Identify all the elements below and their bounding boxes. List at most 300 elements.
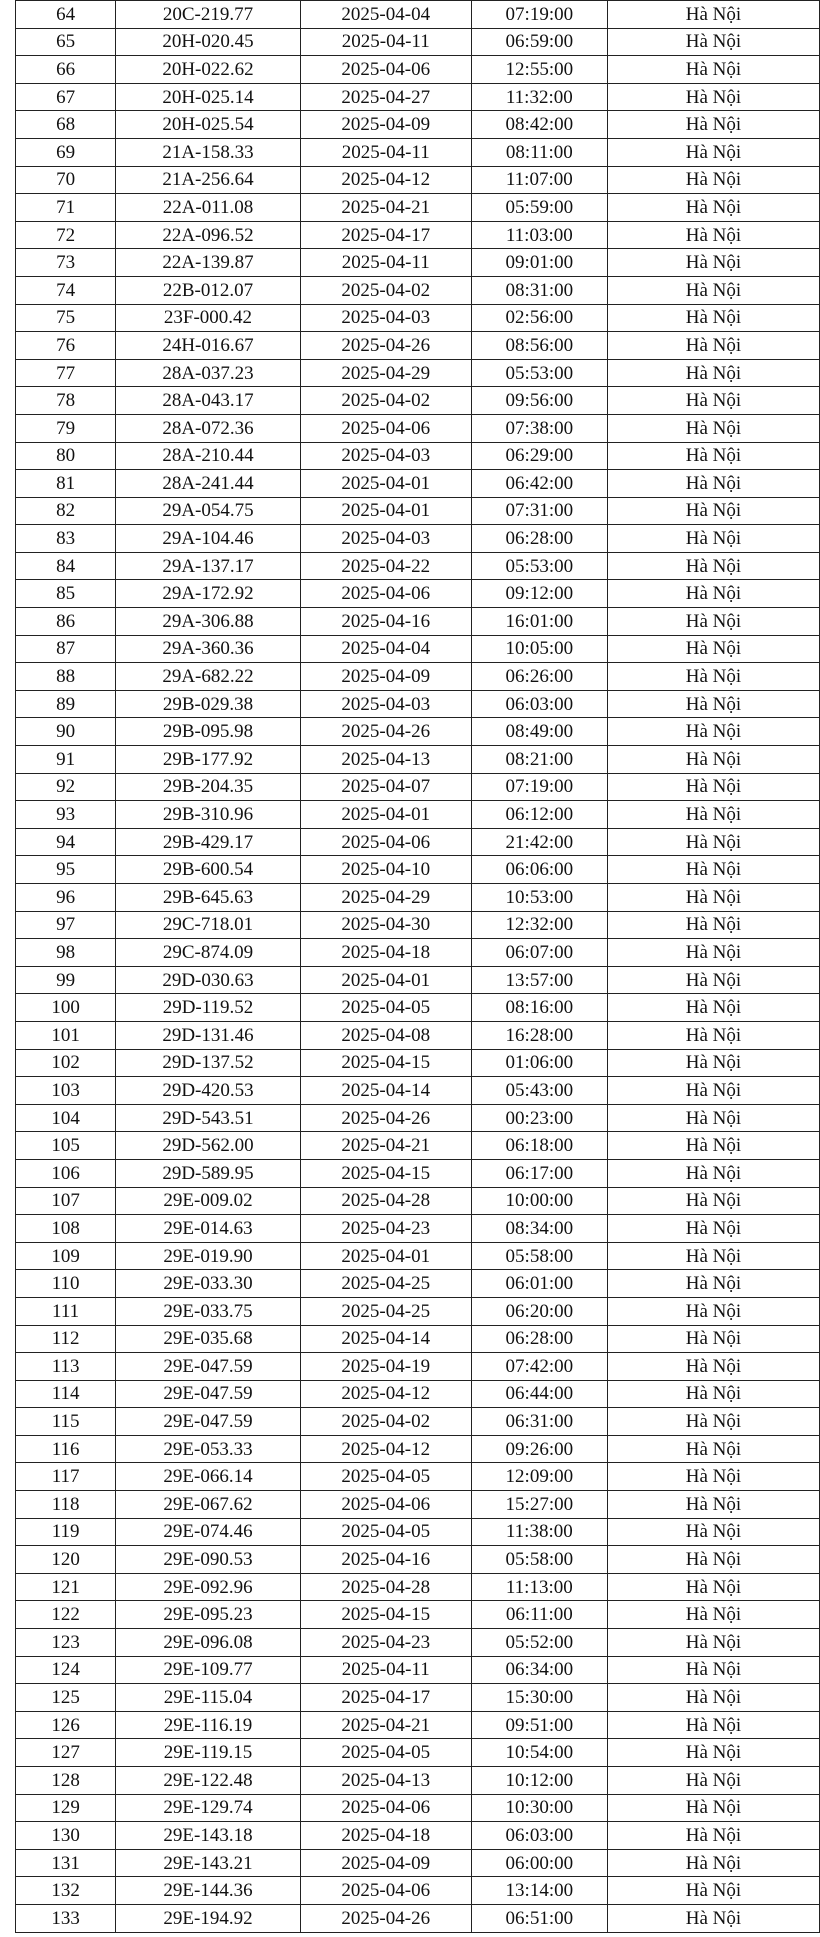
table-row	[16, 1049, 820, 1077]
location-cell: Hà Nội	[607, 1, 819, 29]
location-cell: Hà Nội	[607, 966, 819, 994]
location-cell: Hà Nội	[607, 1353, 819, 1381]
table-row	[16, 1159, 820, 1187]
violation-time-cell: 21:42:00	[471, 828, 607, 856]
row-number-cell: 112	[16, 1325, 116, 1353]
license-plate-cell: 23F-000.42	[116, 304, 301, 332]
violation-time-cell: 10:54:00	[471, 1739, 607, 1767]
violation-date-cell: 2025-04-25	[300, 1270, 471, 1298]
violation-date-cell: 2025-04-26	[300, 332, 471, 360]
license-plate-cell: 29E-047.59	[116, 1353, 301, 1381]
location-cell: Hà Nội	[607, 1380, 819, 1408]
license-plate-cell: 29E-033.30	[116, 1270, 301, 1298]
license-plate-cell: 29E-047.59	[116, 1380, 301, 1408]
license-plate-cell: 21A-158.33	[116, 138, 301, 166]
row-number-cell: 79	[16, 414, 116, 442]
violation-date-cell: 2025-04-11	[300, 249, 471, 277]
location-cell: Hà Nội	[607, 111, 819, 139]
license-plate-cell: 29E-143.18	[116, 1822, 301, 1850]
violation-date-cell: 2025-04-05	[300, 994, 471, 1022]
location-cell: Hà Nội	[607, 1435, 819, 1463]
location-cell: Hà Nội	[607, 1270, 819, 1298]
row-number-cell: 89	[16, 690, 116, 718]
violation-date-cell: 2025-04-03	[300, 525, 471, 553]
location-cell: Hà Nội	[607, 470, 819, 498]
license-plate-cell: 29A-104.46	[116, 525, 301, 553]
violation-date-cell: 2025-04-16	[300, 1546, 471, 1574]
table-row	[16, 56, 820, 84]
violation-time-cell: 06:28:00	[471, 525, 607, 553]
table-row	[16, 580, 820, 608]
violation-time-cell: 06:29:00	[471, 442, 607, 470]
violation-time-cell: 07:19:00	[471, 1, 607, 29]
location-cell: Hà Nội	[607, 1187, 819, 1215]
location-cell: Hà Nội	[607, 1408, 819, 1436]
license-plate-cell: 29E-074.46	[116, 1518, 301, 1546]
row-number-cell: 117	[16, 1463, 116, 1491]
violation-date-cell: 2025-04-09	[300, 111, 471, 139]
violation-time-cell: 00:23:00	[471, 1104, 607, 1132]
violation-date-cell: 2025-04-06	[300, 828, 471, 856]
violation-time-cell: 06:17:00	[471, 1159, 607, 1187]
location-cell: Hà Nội	[607, 1049, 819, 1077]
violation-time-cell: 07:38:00	[471, 414, 607, 442]
violation-date-cell: 2025-04-23	[300, 1629, 471, 1657]
license-plate-cell: 29D-562.00	[116, 1132, 301, 1160]
location-cell: Hà Nội	[607, 1904, 819, 1932]
violation-date-cell: 2025-04-12	[300, 1380, 471, 1408]
location-cell: Hà Nội	[607, 1767, 819, 1795]
table-row	[16, 359, 820, 387]
table-row	[16, 276, 820, 304]
violation-time-cell: 06:03:00	[471, 690, 607, 718]
table-row	[16, 1849, 820, 1877]
location-cell: Hà Nội	[607, 911, 819, 939]
license-plate-cell: 29C-874.09	[116, 939, 301, 967]
location-cell: Hà Nội	[607, 828, 819, 856]
location-cell: Hà Nội	[607, 939, 819, 967]
location-cell: Hà Nội	[607, 552, 819, 580]
license-plate-cell: 29E-095.23	[116, 1601, 301, 1629]
license-plate-cell: 29E-066.14	[116, 1463, 301, 1491]
row-number-cell: 76	[16, 332, 116, 360]
violation-time-cell: 11:32:00	[471, 83, 607, 111]
row-number-cell: 92	[16, 773, 116, 801]
violation-date-cell: 2025-04-02	[300, 387, 471, 415]
violation-date-cell: 2025-04-26	[300, 1104, 471, 1132]
table-row	[16, 1297, 820, 1325]
violation-time-cell: 06:01:00	[471, 1270, 607, 1298]
license-plate-cell: 29B-095.98	[116, 718, 301, 746]
violation-time-cell: 06:59:00	[471, 28, 607, 56]
location-cell: Hà Nội	[607, 1739, 819, 1767]
row-number-cell: 75	[16, 304, 116, 332]
table-row	[16, 1491, 820, 1519]
license-plate-cell: 29E-122.48	[116, 1767, 301, 1795]
row-number-cell: 94	[16, 828, 116, 856]
location-cell: Hà Nội	[607, 1573, 819, 1601]
row-number-cell: 131	[16, 1849, 116, 1877]
license-plate-cell: 29E-090.53	[116, 1546, 301, 1574]
location-cell: Hà Nội	[607, 773, 819, 801]
violation-date-cell: 2025-04-03	[300, 304, 471, 332]
violation-date-cell: 2025-04-09	[300, 1849, 471, 1877]
violation-time-cell: 07:19:00	[471, 773, 607, 801]
table-row	[16, 690, 820, 718]
violation-time-cell: 09:51:00	[471, 1711, 607, 1739]
violation-date-cell: 2025-04-13	[300, 1767, 471, 1795]
violation-time-cell: 08:56:00	[471, 332, 607, 360]
violation-time-cell: 06:44:00	[471, 1380, 607, 1408]
table-row	[16, 911, 820, 939]
row-number-cell: 91	[16, 746, 116, 774]
violation-time-cell: 08:42:00	[471, 111, 607, 139]
violation-date-cell: 2025-04-18	[300, 939, 471, 967]
row-number-cell: 97	[16, 911, 116, 939]
row-number-cell: 107	[16, 1187, 116, 1215]
license-plate-cell: 29D-137.52	[116, 1049, 301, 1077]
table-row	[16, 635, 820, 663]
license-plate-cell: 29E-116.19	[116, 1711, 301, 1739]
row-number-cell: 73	[16, 249, 116, 277]
violation-time-cell: 10:30:00	[471, 1794, 607, 1822]
license-plate-cell: 22B-012.07	[116, 276, 301, 304]
violation-date-cell: 2025-04-03	[300, 442, 471, 470]
location-cell: Hà Nội	[607, 1849, 819, 1877]
license-plate-cell: 20H-022.62	[116, 56, 301, 84]
row-number-cell: 77	[16, 359, 116, 387]
row-number-cell: 133	[16, 1904, 116, 1932]
location-cell: Hà Nội	[607, 1325, 819, 1353]
violation-time-cell: 06:00:00	[471, 1849, 607, 1877]
location-cell: Hà Nội	[607, 194, 819, 222]
location-cell: Hà Nội	[607, 166, 819, 194]
table-row	[16, 387, 820, 415]
location-cell: Hà Nội	[607, 221, 819, 249]
table-row	[16, 1242, 820, 1270]
table-row	[16, 1077, 820, 1105]
table-row	[16, 1187, 820, 1215]
license-plate-cell: 22A-139.87	[116, 249, 301, 277]
violation-date-cell: 2025-04-28	[300, 1573, 471, 1601]
license-plate-cell: 29A-172.92	[116, 580, 301, 608]
table-row	[16, 470, 820, 498]
violation-time-cell: 09:56:00	[471, 387, 607, 415]
table-row	[16, 1546, 820, 1574]
violation-date-cell: 2025-04-04	[300, 1, 471, 29]
table-row	[16, 1656, 820, 1684]
location-cell: Hà Nội	[607, 608, 819, 636]
row-number-cell: 84	[16, 552, 116, 580]
row-number-cell: 87	[16, 635, 116, 663]
location-cell: Hà Nội	[607, 525, 819, 553]
license-plate-cell: 29E-096.08	[116, 1629, 301, 1657]
violation-date-cell: 2025-04-29	[300, 884, 471, 912]
violation-date-cell: 2025-04-01	[300, 497, 471, 525]
license-plate-cell: 29B-429.17	[116, 828, 301, 856]
row-number-cell: 125	[16, 1684, 116, 1712]
row-number-cell: 124	[16, 1656, 116, 1684]
row-number-cell: 123	[16, 1629, 116, 1657]
violation-time-cell: 07:42:00	[471, 1353, 607, 1381]
license-plate-cell: 29D-589.95	[116, 1159, 301, 1187]
location-cell: Hà Nội	[607, 56, 819, 84]
violation-date-cell: 2025-04-06	[300, 1794, 471, 1822]
violation-date-cell: 2025-04-26	[300, 1904, 471, 1932]
violation-date-cell: 2025-04-29	[300, 359, 471, 387]
violation-date-cell: 2025-04-02	[300, 276, 471, 304]
table-row	[16, 1573, 820, 1601]
violation-time-cell: 05:59:00	[471, 194, 607, 222]
location-cell: Hà Nội	[607, 1822, 819, 1850]
violation-time-cell: 06:07:00	[471, 939, 607, 967]
row-number-cell: 101	[16, 1021, 116, 1049]
row-number-cell: 95	[16, 856, 116, 884]
violation-date-cell: 2025-04-13	[300, 746, 471, 774]
location-cell: Hà Nội	[607, 332, 819, 360]
table-row	[16, 1601, 820, 1629]
location-cell: Hà Nội	[607, 635, 819, 663]
violation-time-cell: 11:13:00	[471, 1573, 607, 1601]
location-cell: Hà Nội	[607, 1491, 819, 1519]
location-cell: Hà Nội	[607, 718, 819, 746]
license-plate-cell: 24H-016.67	[116, 332, 301, 360]
location-cell: Hà Nội	[607, 1601, 819, 1629]
violation-date-cell: 2025-04-14	[300, 1077, 471, 1105]
table-row	[16, 83, 820, 111]
violation-date-cell: 2025-04-02	[300, 1408, 471, 1436]
violation-date-cell: 2025-04-05	[300, 1518, 471, 1546]
violation-time-cell: 09:01:00	[471, 249, 607, 277]
location-cell: Hà Nội	[607, 856, 819, 884]
violation-date-cell: 2025-04-30	[300, 911, 471, 939]
violation-date-cell: 2025-04-01	[300, 470, 471, 498]
violation-date-cell: 2025-04-04	[300, 635, 471, 663]
violation-date-cell: 2025-04-15	[300, 1601, 471, 1629]
violation-time-cell: 07:31:00	[471, 497, 607, 525]
license-plate-cell: 29E-033.75	[116, 1297, 301, 1325]
location-cell: Hà Nội	[607, 359, 819, 387]
location-cell: Hà Nội	[607, 1546, 819, 1574]
license-plate-cell: 28A-210.44	[116, 442, 301, 470]
violation-time-cell: 02:56:00	[471, 304, 607, 332]
location-cell: Hà Nội	[607, 580, 819, 608]
violation-time-cell: 15:30:00	[471, 1684, 607, 1712]
violation-time-cell: 10:12:00	[471, 1767, 607, 1795]
violation-date-cell: 2025-04-05	[300, 1463, 471, 1491]
table-row	[16, 828, 820, 856]
violation-time-cell: 10:05:00	[471, 635, 607, 663]
location-cell: Hà Nội	[607, 83, 819, 111]
table-row	[16, 525, 820, 553]
violation-date-cell: 2025-04-27	[300, 83, 471, 111]
violation-time-cell: 12:55:00	[471, 56, 607, 84]
violation-time-cell: 09:12:00	[471, 580, 607, 608]
violation-time-cell: 05:58:00	[471, 1546, 607, 1574]
violation-date-cell: 2025-04-01	[300, 966, 471, 994]
violation-date-cell: 2025-04-16	[300, 608, 471, 636]
violation-time-cell: 08:49:00	[471, 718, 607, 746]
license-plate-cell: 29B-600.54	[116, 856, 301, 884]
violation-date-cell: 2025-04-03	[300, 690, 471, 718]
violation-date-cell: 2025-04-21	[300, 1132, 471, 1160]
row-number-cell: 111	[16, 1297, 116, 1325]
row-number-cell: 80	[16, 442, 116, 470]
row-number-cell: 98	[16, 939, 116, 967]
row-number-cell: 88	[16, 663, 116, 691]
license-plate-cell: 29E-053.33	[116, 1435, 301, 1463]
table-row	[16, 856, 820, 884]
license-plate-cell: 29B-645.63	[116, 884, 301, 912]
license-plate-cell: 29E-129.74	[116, 1794, 301, 1822]
location-cell: Hà Nội	[607, 304, 819, 332]
violation-date-cell: 2025-04-15	[300, 1049, 471, 1077]
license-plate-cell: 29C-718.01	[116, 911, 301, 939]
violation-time-cell: 05:53:00	[471, 359, 607, 387]
location-cell: Hà Nội	[607, 1132, 819, 1160]
location-cell: Hà Nội	[607, 1684, 819, 1712]
table-row	[16, 1215, 820, 1243]
violation-time-cell: 06:51:00	[471, 1904, 607, 1932]
violation-date-cell: 2025-04-09	[300, 663, 471, 691]
location-cell: Hà Nội	[607, 1159, 819, 1187]
violation-time-cell: 06:31:00	[471, 1408, 607, 1436]
row-number-cell: 106	[16, 1159, 116, 1187]
row-number-cell: 83	[16, 525, 116, 553]
violation-date-cell: 2025-04-19	[300, 1353, 471, 1381]
violation-time-cell: 09:26:00	[471, 1435, 607, 1463]
violation-date-cell: 2025-04-22	[300, 552, 471, 580]
row-number-cell: 82	[16, 497, 116, 525]
license-plate-cell: 29E-047.59	[116, 1408, 301, 1436]
row-number-cell: 110	[16, 1270, 116, 1298]
location-cell: Hà Nội	[607, 249, 819, 277]
row-number-cell: 128	[16, 1767, 116, 1795]
row-number-cell: 67	[16, 83, 116, 111]
license-plate-cell: 28A-043.17	[116, 387, 301, 415]
row-number-cell: 118	[16, 1491, 116, 1519]
violation-time-cell: 06:26:00	[471, 663, 607, 691]
violation-time-cell: 08:31:00	[471, 276, 607, 304]
table-row	[16, 939, 820, 967]
violation-time-cell: 12:09:00	[471, 1463, 607, 1491]
license-plate-cell: 29A-306.88	[116, 608, 301, 636]
violation-date-cell: 2025-04-15	[300, 1159, 471, 1187]
violation-date-cell: 2025-04-01	[300, 801, 471, 829]
row-number-cell: 103	[16, 1077, 116, 1105]
violation-date-cell: 2025-04-25	[300, 1297, 471, 1325]
violation-date-cell: 2025-04-06	[300, 414, 471, 442]
table-row	[16, 1794, 820, 1822]
violation-date-cell: 2025-04-06	[300, 56, 471, 84]
location-cell: Hà Nội	[607, 1629, 819, 1657]
location-cell: Hà Nội	[607, 1877, 819, 1905]
row-number-cell: 64	[16, 1, 116, 29]
table-row	[16, 1684, 820, 1712]
table-row	[16, 1132, 820, 1160]
location-cell: Hà Nội	[607, 690, 819, 718]
violation-date-cell: 2025-04-12	[300, 166, 471, 194]
violation-table	[15, 0, 820, 1933]
license-plate-cell: 29E-009.02	[116, 1187, 301, 1215]
location-cell: Hà Nội	[607, 414, 819, 442]
violation-date-cell: 2025-04-06	[300, 580, 471, 608]
table-row	[16, 304, 820, 332]
violation-date-cell: 2025-04-28	[300, 1187, 471, 1215]
location-cell: Hà Nội	[607, 276, 819, 304]
table-row	[16, 1270, 820, 1298]
violation-time-cell: 13:14:00	[471, 1877, 607, 1905]
row-number-cell: 96	[16, 884, 116, 912]
row-number-cell: 93	[16, 801, 116, 829]
location-cell: Hà Nội	[607, 1794, 819, 1822]
violation-time-cell: 08:11:00	[471, 138, 607, 166]
row-number-cell: 99	[16, 966, 116, 994]
table-row	[16, 773, 820, 801]
table-row	[16, 746, 820, 774]
violation-time-cell: 05:43:00	[471, 1077, 607, 1105]
table-row	[16, 1408, 820, 1436]
location-cell: Hà Nội	[607, 994, 819, 1022]
license-plate-cell: 29A-360.36	[116, 635, 301, 663]
table-row	[16, 249, 820, 277]
license-plate-cell: 22A-096.52	[116, 221, 301, 249]
table-row	[16, 608, 820, 636]
license-plate-cell: 29A-682.22	[116, 663, 301, 691]
table-row	[16, 497, 820, 525]
violation-time-cell: 11:07:00	[471, 166, 607, 194]
violation-time-cell: 01:06:00	[471, 1049, 607, 1077]
row-number-cell: 78	[16, 387, 116, 415]
row-number-cell: 70	[16, 166, 116, 194]
violation-date-cell: 2025-04-17	[300, 1684, 471, 1712]
row-number-cell: 69	[16, 138, 116, 166]
row-number-cell: 72	[16, 221, 116, 249]
row-number-cell: 104	[16, 1104, 116, 1132]
row-number-cell: 90	[16, 718, 116, 746]
violation-time-cell: 08:16:00	[471, 994, 607, 1022]
row-number-cell: 130	[16, 1822, 116, 1850]
license-plate-cell: 29B-204.35	[116, 773, 301, 801]
table-row	[16, 1739, 820, 1767]
row-number-cell: 122	[16, 1601, 116, 1629]
violation-date-cell: 2025-04-07	[300, 773, 471, 801]
license-plate-cell: 20H-025.54	[116, 111, 301, 139]
violation-time-cell: 16:28:00	[471, 1021, 607, 1049]
location-cell: Hà Nội	[607, 1021, 819, 1049]
location-cell: Hà Nội	[607, 1215, 819, 1243]
location-cell: Hà Nội	[607, 663, 819, 691]
violation-time-cell: 11:38:00	[471, 1518, 607, 1546]
row-number-cell: 66	[16, 56, 116, 84]
violation-date-cell: 2025-04-01	[300, 1242, 471, 1270]
table-row	[16, 138, 820, 166]
table-row	[16, 1, 820, 29]
license-plate-cell: 29D-131.46	[116, 1021, 301, 1049]
row-number-cell: 129	[16, 1794, 116, 1822]
location-cell: Hà Nội	[607, 28, 819, 56]
license-plate-cell: 29B-029.38	[116, 690, 301, 718]
table-row	[16, 663, 820, 691]
license-plate-cell: 29E-019.90	[116, 1242, 301, 1270]
location-cell: Hà Nội	[607, 884, 819, 912]
row-number-cell: 126	[16, 1711, 116, 1739]
license-plate-cell: 29D-119.52	[116, 994, 301, 1022]
violation-time-cell: 08:21:00	[471, 746, 607, 774]
license-plate-cell: 29E-014.63	[116, 1215, 301, 1243]
table-row	[16, 1518, 820, 1546]
row-number-cell: 114	[16, 1380, 116, 1408]
